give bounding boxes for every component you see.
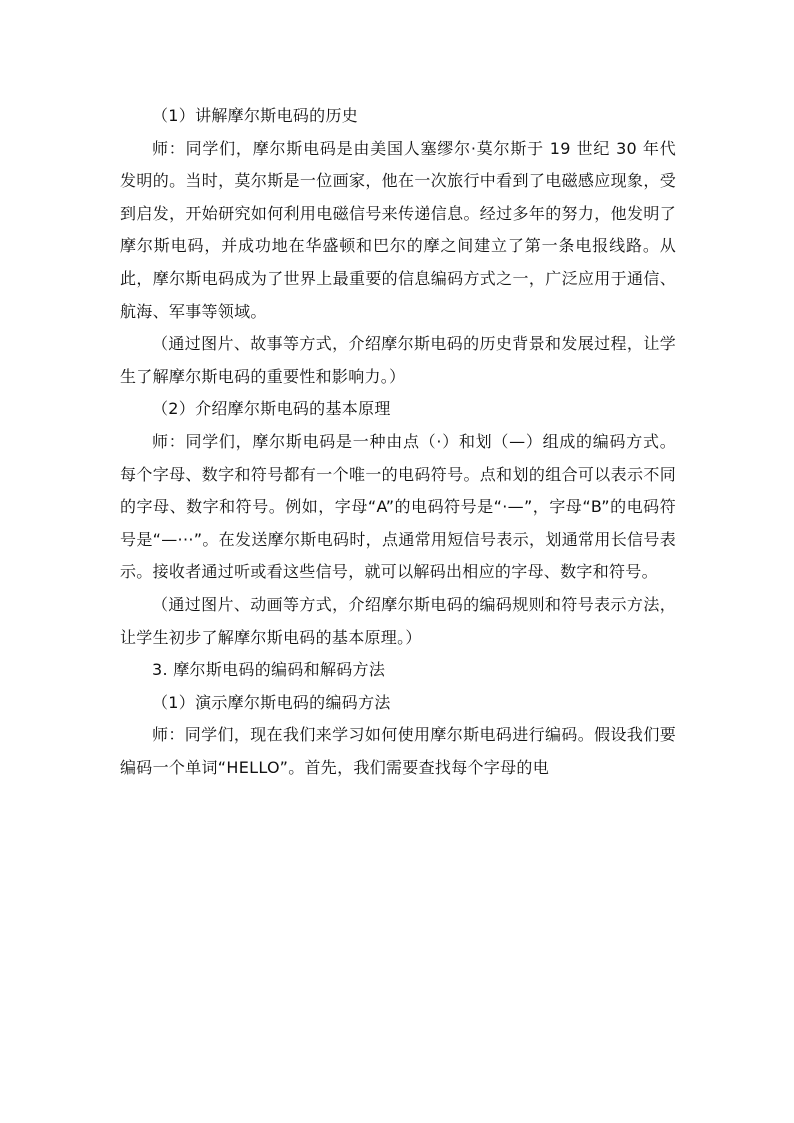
section-heading-encoding-decoding: 3. 摩尔斯电码的编码和解码方法 — [152, 660, 386, 680]
section-heading-history: （1）讲解摩尔斯电码的历史 — [152, 106, 359, 125]
note-paragraph-principle: （通过图片、动画等方式，介绍摩尔斯电码的编码规则和符号表示方法，让学生初步了解摩尔斯电码的基本原理。） — [120, 594, 676, 647]
document-body — [120, 100, 676, 784]
note-paragraph-history: （通过图片、故事等方式，介绍摩尔斯电码的历史背景和发展过程，让学生了解摩尔斯电码的重要性和影响力。） — [120, 334, 676, 386]
section-heading-principle: （2）介绍摩尔斯电码的基本原理 — [152, 399, 391, 419]
teacher-paragraph-encoding: 师：同学们，现在我们来学习如何使用摩尔斯电码进行编码。假设我们要编码一个单词“HELLO”。首先，我们需要查找每个字母的电 — [120, 725, 676, 777]
teacher-paragraph-history: 师：同学们，摩尔斯电码是由美国人塞缪尔·莫尔斯于 19 世纪 30 年代发明的。当时，莫尔斯是一位画家，他在一次旅行中看到了电磁感应现象，受到启发，开始研究如何利用电磁信号来传递信息。经过多年的努力，他发明了摩尔斯电码，并成功地在华盛顿和巴尔的摩之间建立了第一条电报线路。从此，摩尔斯电码成为了世界上最重要的信息编码方式之一，广泛应用于通信、航海、军事等领域。 — [120, 138, 676, 321]
subsection-heading-encoding-demo: （1）演示摩尔斯电码的编码方法 — [152, 692, 391, 712]
teacher-paragraph-principle: 师：同学们，摩尔斯电码是一种由点（·）和划（—）组成的编码方式。每个字母、数字和符号都有一个唯一的电码符号。点和划的组合可以表示不同的字母、数字和符号。例如，字母“A”的电码符号是“·—”，字母“B”的电码符号是“—···”。在发送摩尔斯电码时，点通常用短信号表示，划通常用长信号表示。接收者通过听或看这些信号，就可以解码出相应的字母、数字和符号。 — [120, 431, 676, 582]
